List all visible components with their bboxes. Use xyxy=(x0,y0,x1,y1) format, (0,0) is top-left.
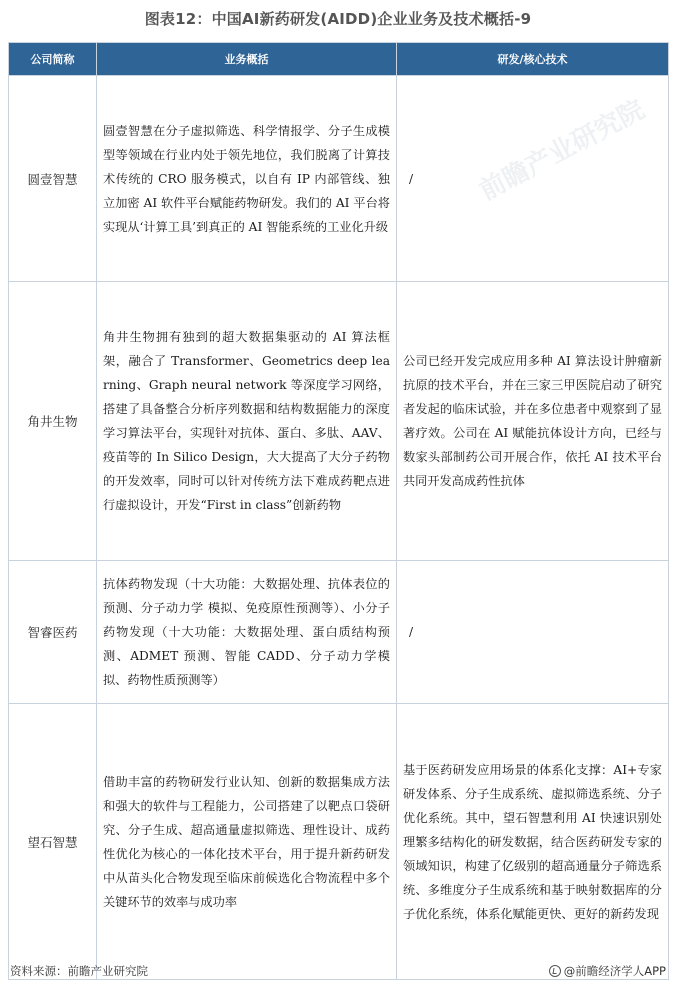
business-summary: 抗体药物发现（十大功能：大数据处理、抗体表位的预测、分子动力学 模拟、免疫原性预测等）、小分子药物发现（十大功能：大数据处理、蛋白质结构预测、ADMET 预测、智能 CADD、分子动力学模拟、药物性质预测等） xyxy=(97,561,397,704)
company-name: 望石智慧 xyxy=(9,704,97,980)
table-row xyxy=(9,704,669,980)
company-name: 圆壹智慧 xyxy=(9,76,97,282)
brand-credit xyxy=(549,963,666,979)
company-name: 智睿医药 xyxy=(9,561,97,704)
header-business: 业务概括 xyxy=(97,43,397,76)
core-tech: 基于医药研发应用场景的体系化支撑：AI+专家研发体系、分子生成系统、虚拟筛选系统、分子优化系统。其中，望石智慧利用 AI 快速识别处理繁多结构化的研发数据，结合医药研发专家的领域知识，构建了亿级别的超高通量分子筛选系统、多维度分子生成系统和基于映射数据库的分子优化系统，体系化赋能更快、更好的新药发现 xyxy=(397,704,669,980)
watermark: 前瞻产业研究院 xyxy=(474,94,650,207)
business-summary: 圆壹智慧在分子虚拟筛选、科学情报学、分子生成模型等领域在行业内处于领先地位，我们脱离了计算技术传统的 CRO 服务模式，以自有 IP 内部管线、独立加密 AI 软件平台赋能药物研发。我们的 AI 平台将实现从‘计算工具’到真正的 AI 智能系统的工业化升级 xyxy=(97,76,397,282)
core-tech: / xyxy=(397,561,669,704)
page-title: 图表12：中国AI新药研发(AIDD)企业业务及技术概括-9 xyxy=(144,10,532,28)
business-summary: 角井生物拥有独到的超大数据集驱动的 AI 算法框架，融合了 Transformer、Geometrics deep learning、Graph neural network 等深度学习网络，搭建了具备整合分析序列数据和结构数据能力的深度学习算法平台，实现针对抗体、蛋白、多肽、AAV、疫苗等的 In Silico Design，大大提高了大分子药物的开发效率，同时可以针对传统方法下难成药靶点进行虚拟设计，开发“First in class”创新药物 xyxy=(97,282,397,561)
table-row xyxy=(9,561,669,704)
core-tech: / xyxy=(397,76,669,282)
company-table xyxy=(8,42,669,980)
brand-label: @前瞻经济学人APP xyxy=(563,964,666,978)
qianzhan-logo-icon xyxy=(549,965,561,977)
table-row xyxy=(9,76,669,282)
header-tech: 研发/核心技术 xyxy=(397,43,669,76)
table-header-row xyxy=(9,43,669,76)
core-tech: 公司已经开发完成应用多种 AI 算法设计肿瘤新抗原的技术平台，并在三家三甲医院启动了研究者发起的临床试验，并在多位患者中观察到了显著疗效。公司在 AI 赋能抗体设计方向，已经与数家头部制药公司开展合作，依托 AI 技术平台共同开发高成药性抗体 xyxy=(397,282,669,561)
source-note: 资料来源：前瞻产业研究院 xyxy=(10,964,148,978)
table-row xyxy=(9,282,669,561)
header-company: 公司简称 xyxy=(9,43,97,76)
company-name: 角井生物 xyxy=(9,282,97,561)
business-summary: 借助丰富的药物研发行业认知、创新的数据集成方法和强大的软件与工程能力，公司搭建了以靶点口袋研究、分子生成、超高通量虚拟筛选、理性设计、成药性优化为核心的一体化技术平台，用于提升新药研发中从苗头化合物发现至临床前候选化合物流程中多个关键环节的效率与成功率 xyxy=(97,704,397,980)
